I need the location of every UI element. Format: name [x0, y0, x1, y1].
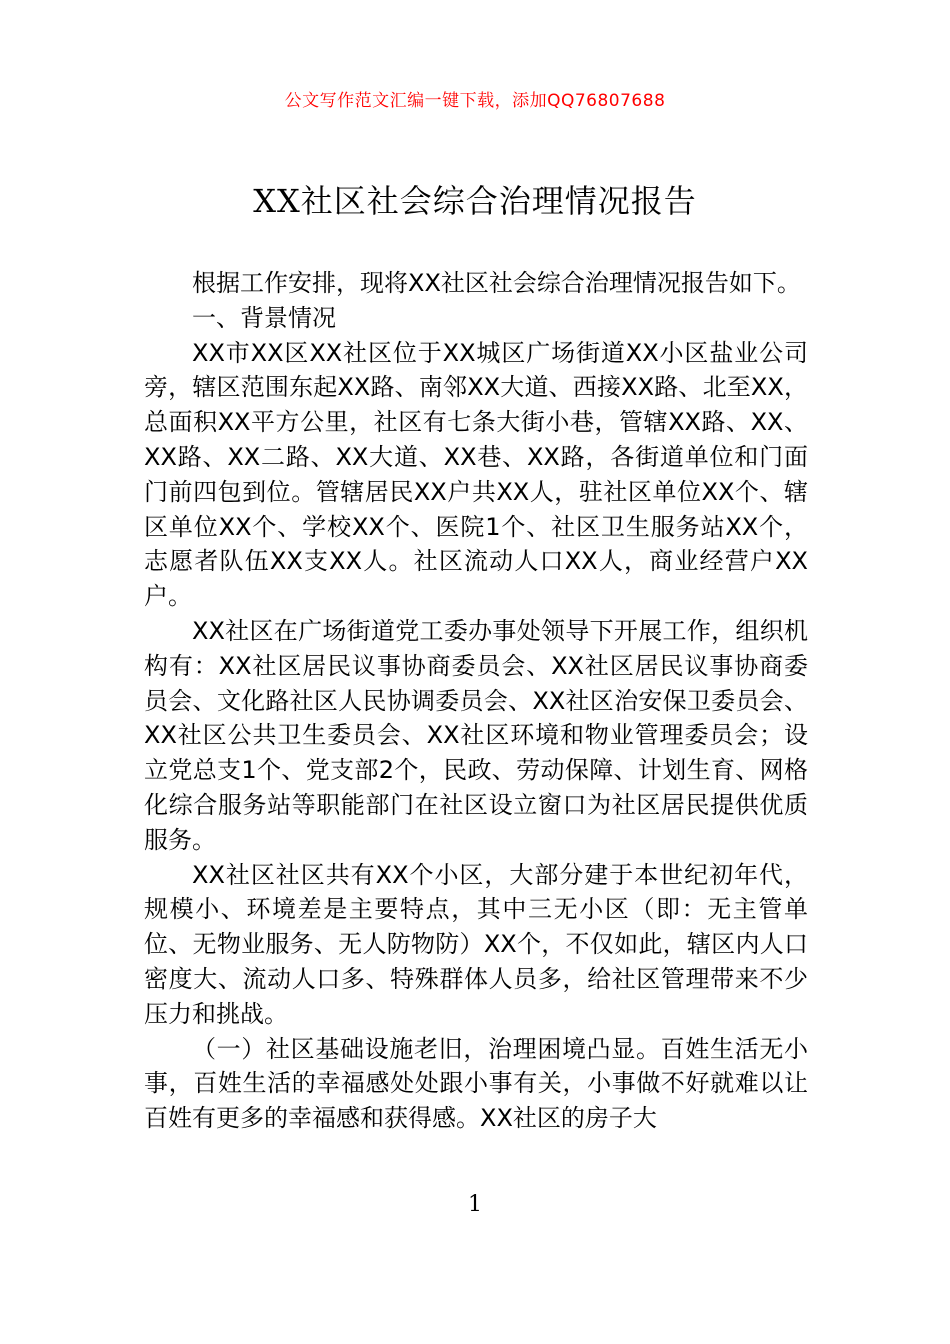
paragraph-communities: XX社区社区共有XX个小区，大部分建于本世纪初年代，规模小、环境差是主要特点，其中三无小区（即：无主管单位、无物业服务、无人防物防）XX个，不仅如此，辖区内人口密度大、流动人口多、特殊群体人员多，给社区管理带来不少压力和挑战。	[144, 860, 808, 1028]
header-promo-note: 公文写作范文汇编一键下载，添加QQ76807688	[284, 91, 666, 111]
paragraph-infrastructure: （一）社区基础设施老旧，治理困境凸显。百姓生活无小事，百姓生活的幸福感处处跟小事有关，小事做不好就难以让百姓有更多的幸福感和获得感。XX社区的房子大	[144, 1034, 808, 1133]
document-title: XX社区社会综合治理情况报告	[253, 182, 697, 220]
section-heading-background: 一、背景情况	[192, 303, 336, 332]
paragraph-intro: 根据工作安排，现将XX社区社会综合治理情况报告如下。	[192, 269, 801, 297]
document-body	[144, 266, 808, 1136]
paragraph-location: XX市XX区XX社区位于XX城区广场街道XX小区盐业公司旁，辖区范围东起XX路、南邻XX大道、西接XX路、北至XX，总面积XX平方公里，社区有七条大街小巷，管辖XX路、XX、XX路、XX二路、XX大道、XX巷、XX路，各街道单位和门面门前四包到位。管辖居民XX户共XX人，驻社区单位XX个、辖区单位XX个、学校XX个、医院1个、社区卫生服务站XX个，志愿者队伍XX支XX人。社区流动人口XX人，商业经营户XX户。	[144, 338, 808, 611]
paragraph-organization: XX社区在广场街道党工委办事处领导下开展工作，组织机构有：XX社区居民议事协商委员会、XX社区居民议事协商委员会、文化路社区人民协调委员会、XX社区治安保卫委员会、XX社区公共卫生委员会、XX社区环境和物业管理委员会；设立党总支1个、党支部2个，民政、劳动保障、计划生育、网格化综合服务站等职能部门在社区设立窗口为社区居民提供优质服务。	[144, 616, 808, 854]
page-number: 1	[468, 1192, 482, 1217]
